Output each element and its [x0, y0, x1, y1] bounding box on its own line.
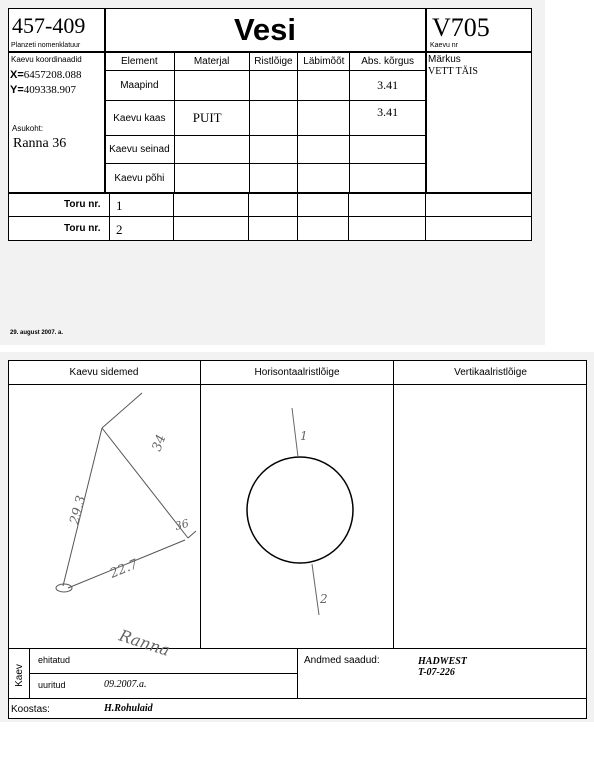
row-height: 3.41	[350, 101, 426, 136]
well-marker	[56, 584, 72, 592]
kaev-label: Kaev	[13, 663, 25, 687]
tie-label: 34	[149, 432, 170, 454]
col-title-horizontal: Horisontaalristlõige	[254, 367, 340, 378]
row-element: Kaevu kaas	[105, 101, 175, 136]
y-label: Y=	[10, 84, 24, 96]
coords-label: Kaevu koordinaadid	[11, 55, 82, 64]
nomenclature-number: 457-409	[12, 13, 86, 38]
pipe-value: 1	[116, 198, 123, 213]
well-number: V705	[432, 13, 490, 42]
well-number-label: Kaevu nr	[430, 42, 459, 49]
tie-line	[102, 393, 142, 428]
pipe-value: 2	[116, 222, 123, 237]
data-source-value-1: HADWEST	[418, 656, 467, 667]
col-title-vertical: Vertikaalristlõige	[454, 367, 527, 378]
x-label: X=	[10, 69, 24, 81]
well-circle	[247, 457, 353, 563]
col-header-element: Element	[105, 52, 175, 71]
tie-line	[188, 531, 196, 538]
y-value: 409338.907	[23, 84, 77, 96]
divider	[8, 698, 587, 699]
pipe-1-label: 1	[300, 429, 308, 443]
col-header-material: Materjal	[174, 52, 249, 71]
street-label: Ranna	[116, 625, 173, 660]
tie-label: 36	[173, 516, 191, 533]
data-source-label: Andmed saadud:	[304, 655, 380, 666]
remarks-value: VETT TÄIS	[428, 66, 478, 77]
row-element: Kaevu seinad	[105, 136, 175, 164]
surveyed-label: uuritud	[38, 680, 66, 690]
row-material: PUIT	[174, 101, 249, 136]
built-label: ehitatud	[38, 655, 71, 665]
data-source-value-2: T-07-226	[418, 667, 455, 678]
date-stamp: 29. august 2007. a.	[10, 330, 64, 336]
ties-labels	[67, 433, 190, 660]
location-label: Asukoht:	[12, 124, 44, 133]
row-element: Kaevu põhi	[105, 164, 175, 193]
compiled-value: H.Rohulaid	[104, 703, 153, 714]
pipe-2-label: 2	[320, 592, 328, 606]
pipe-label: Toru nr.	[64, 223, 101, 234]
pipe-1-line	[292, 408, 298, 457]
row-element: Maapind	[105, 71, 175, 101]
pipe-label: Toru nr.	[64, 199, 101, 210]
col-title-ties: Kaevu sidemed	[69, 367, 139, 378]
divider	[29, 673, 298, 674]
remarks-label: Märkus	[428, 54, 461, 65]
compiled-label: Koostas:	[11, 704, 50, 715]
col-header-cross-section: Ristlõige	[249, 52, 298, 71]
x-value: 6457208.088	[23, 69, 82, 81]
nomenclature-label: Planzeti nomenklatuur	[11, 42, 81, 49]
location-value: Ranna 36	[13, 136, 67, 151]
surveyed-value: 09.2007.a.	[104, 679, 147, 690]
page-title: Vesi	[233, 11, 297, 47]
tie-label: 29.3	[67, 494, 90, 527]
kaev-vertical-label-box	[10, 660, 28, 690]
tie-label: 22.7	[107, 556, 141, 582]
col-header-abs-height: Abs. kõrgus	[350, 52, 426, 71]
col-header-diameter: Läbimõõt	[298, 52, 350, 71]
row-height: 3.41	[350, 71, 426, 101]
pipe-2-line	[312, 564, 319, 615]
